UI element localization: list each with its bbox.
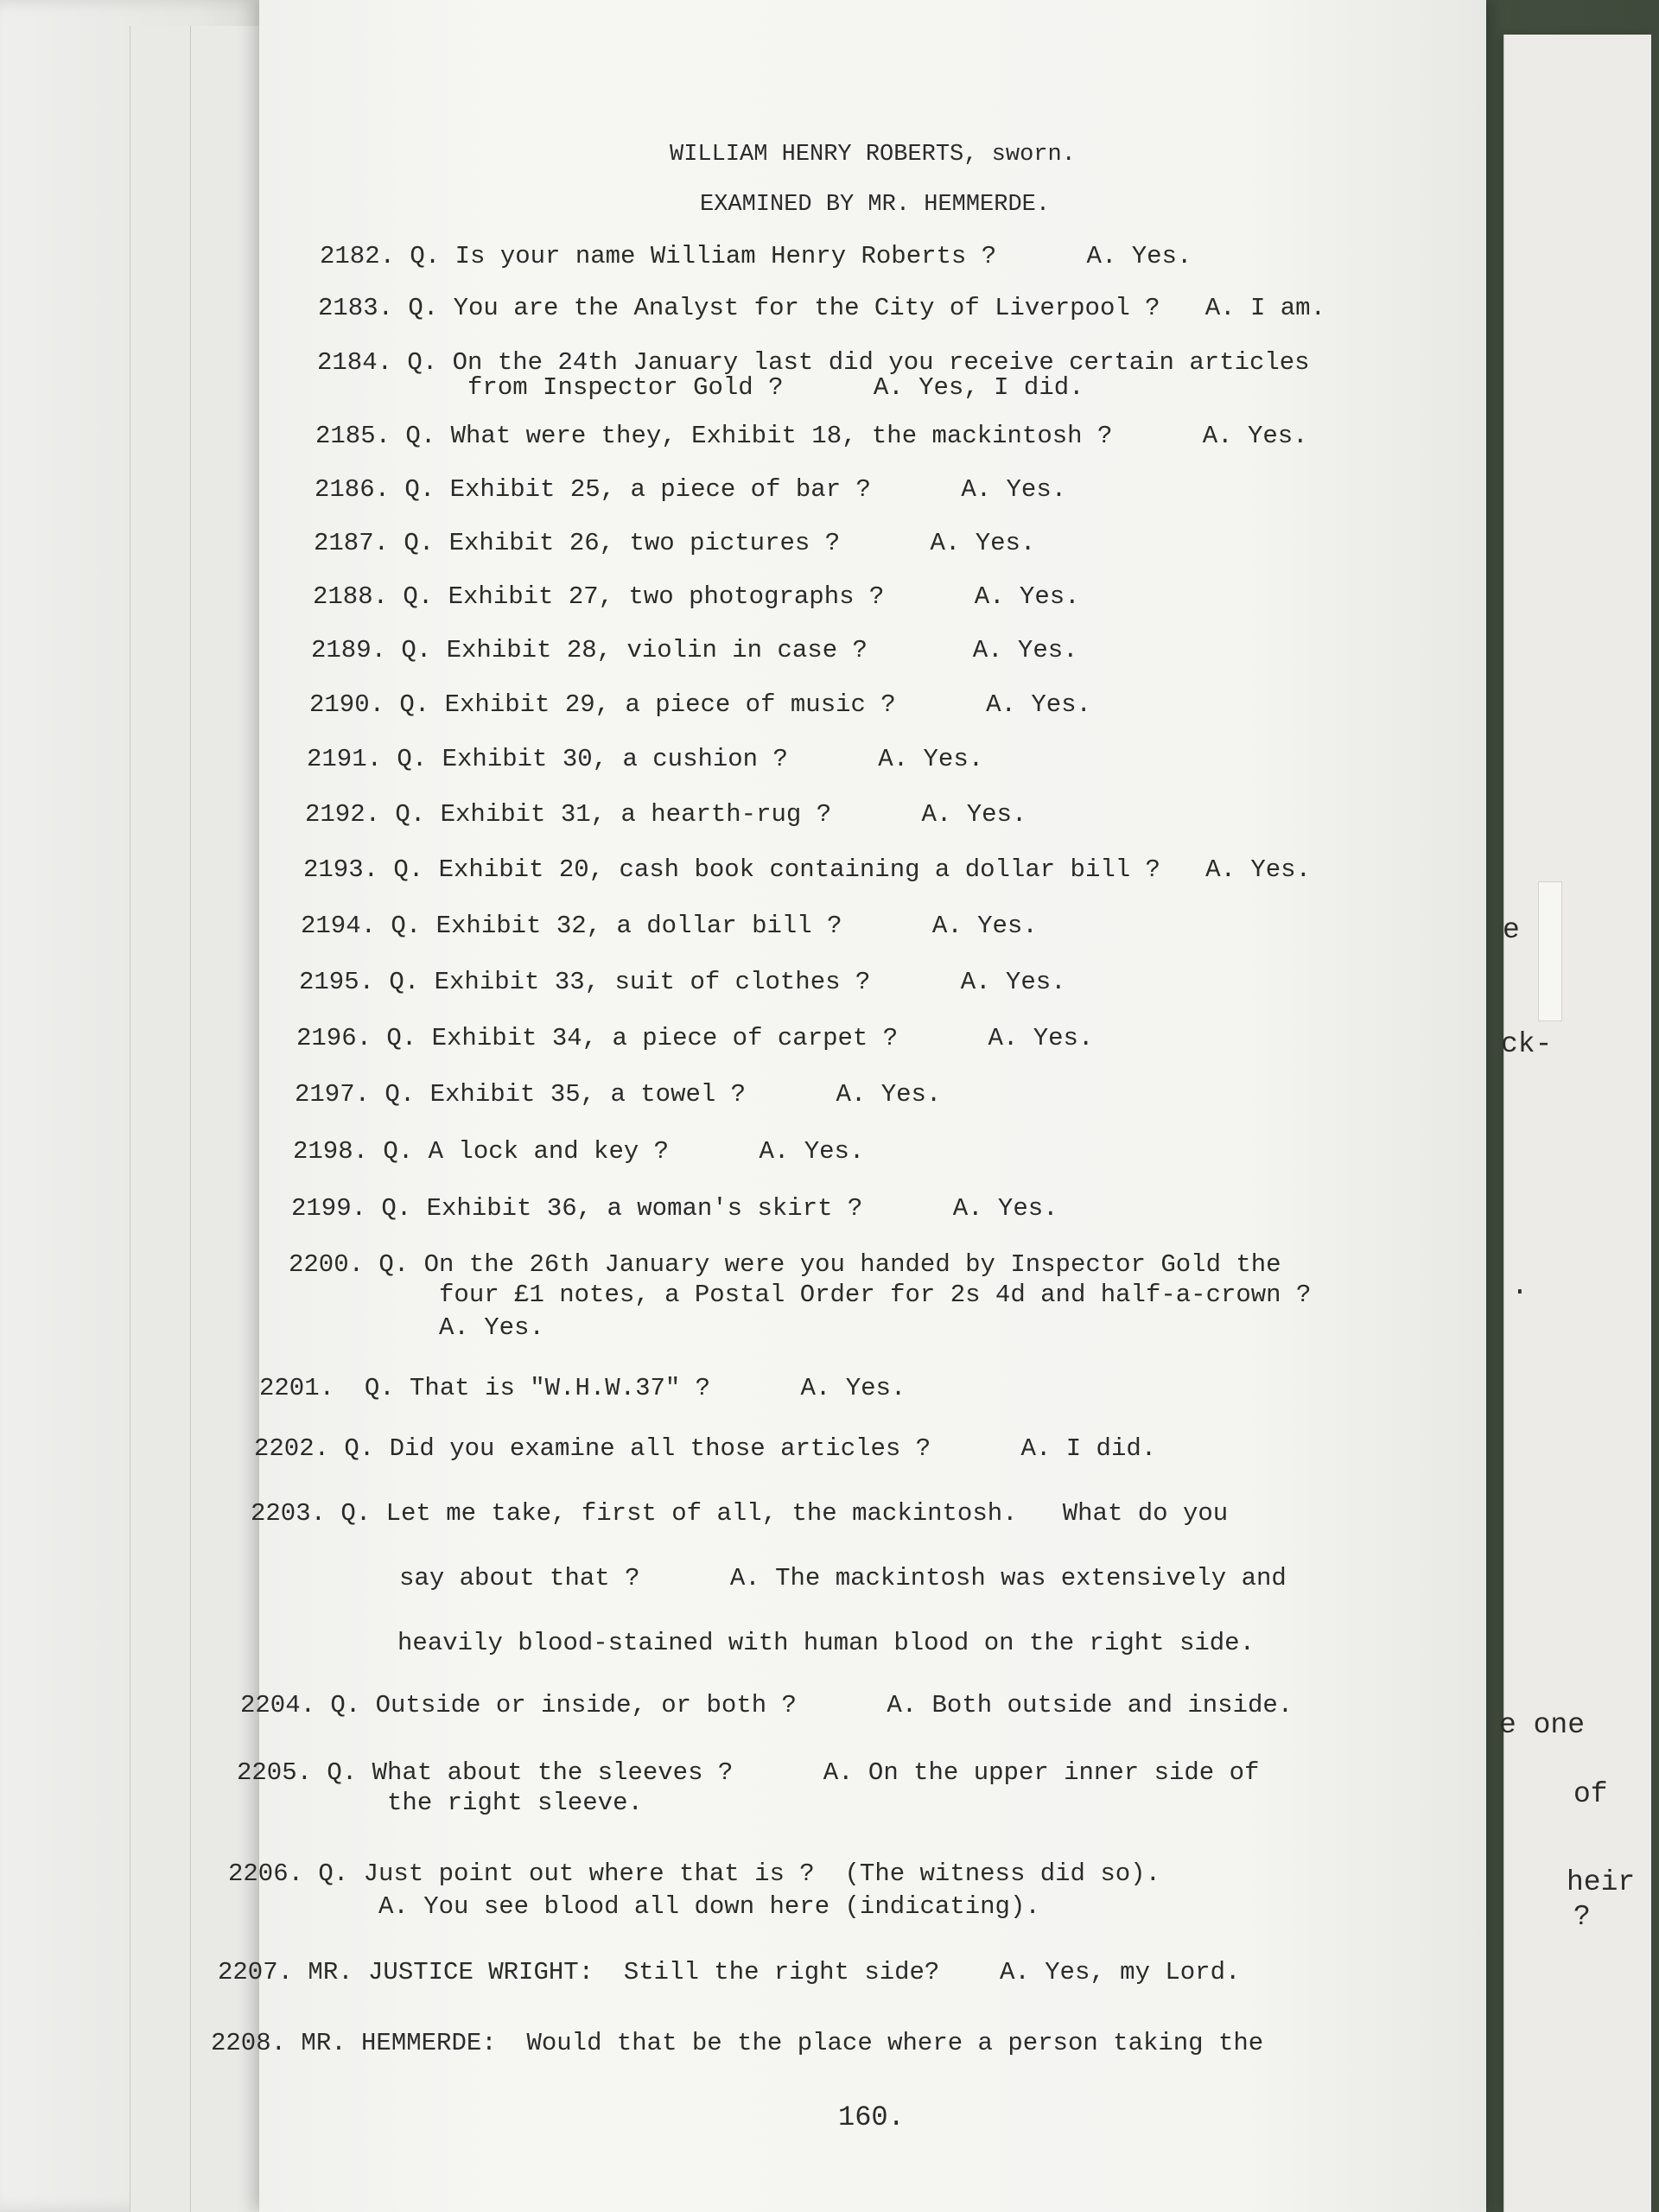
transcript-line: 2195. Q. Exhibit 33, suit of clothes ? A. Yes. <box>299 968 1066 996</box>
transcript-line: 2201. Q. That is "W.H.W.37" ? A. Yes. <box>259 1374 906 1402</box>
transcript-line: 2206. Q. Just point out where that is ? (The witness did so). <box>228 1859 1160 1888</box>
transcript-line: 2189. Q. Exhibit 28, violin in case ? A. Yes. <box>311 636 1078 664</box>
transcript-line: 2192. Q. Exhibit 31, a hearth-rug ? A. Yes. <box>305 800 1027 829</box>
transcript-line: 2188. Q. Exhibit 27, two photographs ? A. Yes. <box>313 582 1080 611</box>
page-number: 160. <box>838 2101 905 2133</box>
transcript-line: 2204. Q. Outside or inside, or both ? A. Both outside and inside. <box>240 1691 1294 1719</box>
right-sheet-fragment: ck- <box>1501 1028 1553 1060</box>
right-sheet-fragment: ? <box>1573 1901 1591 1933</box>
transcript-line: A. You see blood all down here (indicating). <box>228 1892 1040 1921</box>
transcript-line: 2208. MR. HEMMERDE: Would that be the place where a person taking the <box>211 2029 1264 2057</box>
transcript-body <box>211 0 1486 2212</box>
page-tab-strip <box>1538 881 1562 1021</box>
transcript-line: 2207. MR. JUSTICE WRIGHT: Still the right side? A. Yes, my Lord. <box>218 1958 1241 1986</box>
transcript-line: 2193. Q. Exhibit 20, cash book containing a dollar bill ? A. Yes. <box>303 855 1311 884</box>
transcript-line: from Inspector Gold ? A. Yes, I did. <box>317 373 1084 402</box>
transcript-line: the right sleeve. <box>237 1789 643 1817</box>
transcript-line: 2198. Q. A lock and key ? A. Yes. <box>293 1137 865 1166</box>
right-underlying-sheet <box>1499 35 1651 2212</box>
transcript-line: four £1 notes, a Postal Order for 2s 4d and half-a-crown ? <box>289 1281 1312 1309</box>
transcript-line: 2191. Q. Exhibit 30, a cushion ? A. Yes. <box>307 745 984 773</box>
transcript-line: 2183. Q. You are the Analyst for the City of Liverpool ? A. I am. <box>318 294 1325 322</box>
right-sheet-fragment: e <box>1503 914 1520 946</box>
right-sheet-fragment: . <box>1511 1270 1529 1302</box>
transcript-line: 2196. Q. Exhibit 34, a piece of carpet ? A. Yes. <box>296 1024 1094 1052</box>
transcript-line: A. Yes. <box>289 1313 544 1342</box>
transcript-line: 2182. Q. Is your name William Henry Roberts ? A. Yes. <box>320 242 1192 270</box>
transcript-line: 2184. Q. On the 24th January last did you receive certain articles <box>317 348 1310 377</box>
transcript-line: heavily blood-stained with human blood on the right side. <box>247 1629 1255 1657</box>
transcript-line: 2187. Q. Exhibit 26, two pictures ? A. Yes. <box>314 529 1036 557</box>
transcript-line: 2186. Q. Exhibit 25, a piece of bar ? A. Yes. <box>315 475 1067 504</box>
transcript-line: 2185. Q. What were they, Exhibit 18, the mackintosh ? A. Yes. <box>315 422 1308 450</box>
transcript-line: 2199. Q. Exhibit 36, a woman's skirt ? A. Yes. <box>291 1194 1058 1223</box>
transcript-line: 2202. Q. Did you examine all those articles ? A. I did. <box>254 1434 1157 1463</box>
transcript-line: 2190. Q. Exhibit 29, a piece of music ? A. Yes. <box>309 690 1091 719</box>
witness-heading: WILLIAM HENRY ROBERTS, sworn. <box>670 142 1076 168</box>
transcript-line: 2200. Q. On the 26th January were you handed by Inspector Gold the <box>289 1250 1281 1279</box>
transcript-line: 2203. Q. Let me take, first of all, the mackintosh. What do you <box>251 1499 1229 1528</box>
right-sheet-fragment: heir <box>1567 1866 1636 1898</box>
transcript-line: 2197. Q. Exhibit 35, a towel ? A. Yes. <box>295 1080 942 1109</box>
transcript-line: 2205. Q. What about the sleeves ? A. On the upper inner side of <box>237 1758 1260 1787</box>
transcript-line: say about that ? A. The mackintosh was extensively and <box>249 1564 1287 1592</box>
right-sheet-fragment: of <box>1573 1778 1608 1810</box>
transcript-line: 2194. Q. Exhibit 32, a dollar bill ? A. Yes. <box>301 912 1038 940</box>
examination-heading: EXAMINED BY MR. HEMMERDE. <box>700 192 1051 218</box>
right-sheet-fragment: e one <box>1499 1709 1586 1741</box>
document-page <box>211 0 1486 2212</box>
